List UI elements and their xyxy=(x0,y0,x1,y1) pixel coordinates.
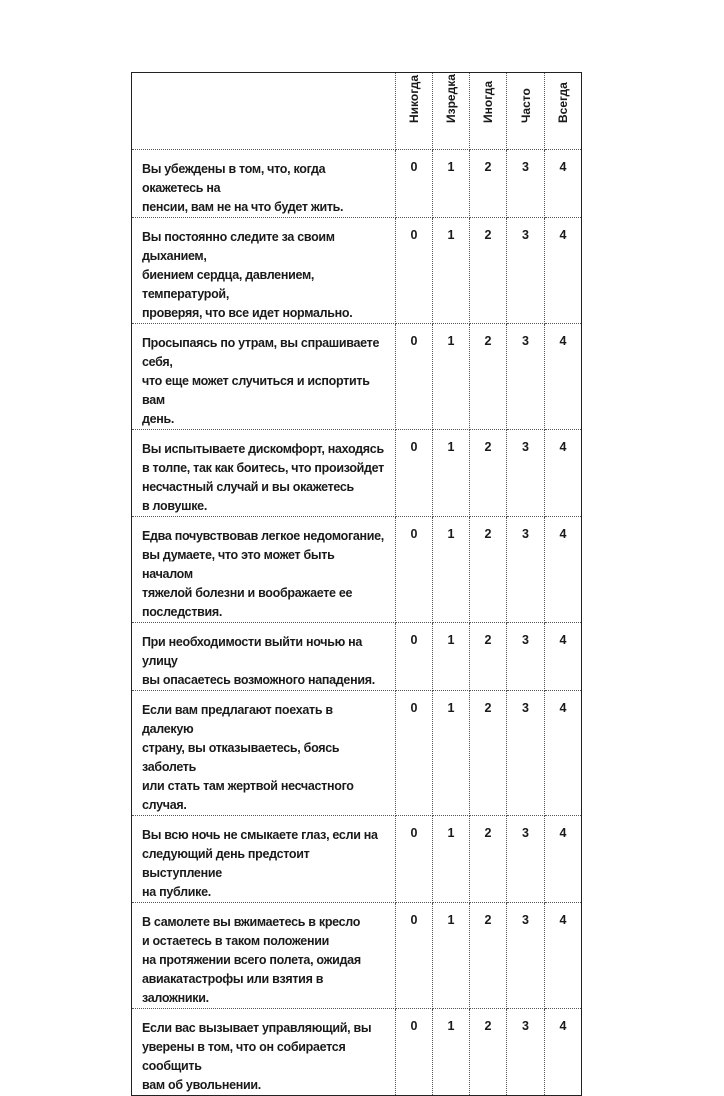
column-header-never xyxy=(396,73,433,150)
score-cell: 4 xyxy=(545,903,582,1009)
question-line: последствия. xyxy=(142,605,223,619)
score-cell: 2 xyxy=(470,816,507,903)
question-text xyxy=(132,517,396,623)
score-cell: 1 xyxy=(433,903,470,1009)
score-cell: 3 xyxy=(507,150,545,218)
question-line: Вы постоянно следите за своим дыханием, xyxy=(142,230,335,263)
score-cell: 3 xyxy=(507,218,545,324)
question-text xyxy=(132,1009,396,1096)
question-line: Едва почувствовав легкое недомогание, xyxy=(142,529,384,543)
score-cell: 1 xyxy=(433,517,470,623)
score-cell: 0 xyxy=(396,324,433,430)
questionnaire-table xyxy=(131,72,582,1096)
score-cell: 1 xyxy=(433,816,470,903)
score-cell: 0 xyxy=(396,430,433,517)
score-cell: 2 xyxy=(470,324,507,430)
question-line: несчастный случай и вы окажетесь xyxy=(142,480,354,494)
question-line: в толпе, так как боитесь, что произойдет xyxy=(142,461,384,475)
question-text xyxy=(132,903,396,1009)
question-row xyxy=(132,517,582,623)
score-cell: 4 xyxy=(545,1009,582,1096)
question-row xyxy=(132,1009,582,1096)
column-header-sometimes xyxy=(470,73,507,150)
score-cell: 0 xyxy=(396,1009,433,1096)
column-label: Часто xyxy=(518,88,533,123)
question-row xyxy=(132,430,582,517)
question-line: Если вас вызывает управляющий, вы xyxy=(142,1021,372,1035)
header-row xyxy=(132,73,582,150)
column-header-always xyxy=(545,73,582,150)
question-row xyxy=(132,816,582,903)
score-cell: 3 xyxy=(507,691,545,816)
question-line: следующий день предстоит выступление xyxy=(142,847,310,880)
column-label: Никогда xyxy=(407,74,421,123)
score-cell: 3 xyxy=(507,623,545,691)
question-text xyxy=(132,623,396,691)
question-line: страну, вы отказываетесь, боясь заболеть xyxy=(142,741,340,774)
question-line: вы опасаетесь возможного нападения. xyxy=(142,673,375,687)
question-line: что еще может случиться и испортить вам xyxy=(142,374,370,407)
score-cell: 1 xyxy=(433,324,470,430)
score-cell: 2 xyxy=(470,1009,507,1096)
score-cell: 1 xyxy=(433,1009,470,1096)
question-line: или стать там жертвой несчастного случая. xyxy=(142,779,354,812)
question-row xyxy=(132,623,582,691)
question-line: Вы убеждены в том, что, когда окажетесь на xyxy=(142,162,326,195)
question-line: В самолете вы вжимаетесь в кресло xyxy=(142,915,361,929)
score-cell: 3 xyxy=(507,903,545,1009)
question-row xyxy=(132,218,582,324)
question-text xyxy=(132,324,396,430)
score-cell: 1 xyxy=(433,430,470,517)
question-line: биением сердца, давлением, температурой, xyxy=(142,268,315,301)
score-cell: 4 xyxy=(545,218,582,324)
question-line: уверены в том, что он собирается сообщить xyxy=(142,1040,346,1073)
question-line: день. xyxy=(142,412,175,426)
question-text xyxy=(132,150,396,218)
score-cell: 3 xyxy=(507,517,545,623)
column-label: Всегда xyxy=(556,82,570,123)
score-cell: 1 xyxy=(433,623,470,691)
score-cell: 2 xyxy=(470,430,507,517)
score-cell: 0 xyxy=(396,816,433,903)
question-text xyxy=(132,218,396,324)
question-line: в ловушке. xyxy=(142,499,207,513)
question-line: на протяжении всего полета, ожидая xyxy=(142,953,361,967)
question-line: тяжелой болезни и воображаете ее xyxy=(142,586,353,600)
score-cell: 4 xyxy=(545,430,582,517)
column-label: Иногда xyxy=(481,80,495,123)
score-cell: 4 xyxy=(545,691,582,816)
header-blank-cell xyxy=(132,73,396,150)
score-cell: 0 xyxy=(396,691,433,816)
score-cell: 4 xyxy=(545,623,582,691)
score-cell: 0 xyxy=(396,517,433,623)
questionnaire xyxy=(131,72,581,1096)
score-cell: 1 xyxy=(433,150,470,218)
score-cell: 3 xyxy=(507,816,545,903)
question-line: вам об увольнении. xyxy=(142,1078,261,1092)
score-cell: 2 xyxy=(470,903,507,1009)
score-cell: 3 xyxy=(507,324,545,430)
question-text xyxy=(132,691,396,816)
score-cell: 2 xyxy=(470,691,507,816)
score-cell: 2 xyxy=(470,150,507,218)
question-line: проверяя, что все идет нормально. xyxy=(142,306,353,320)
question-row xyxy=(132,150,582,218)
score-cell: 4 xyxy=(545,816,582,903)
question-line: Вы всю ночь не смыкаете глаз, если на xyxy=(142,828,378,842)
score-cell: 0 xyxy=(396,150,433,218)
question-line: Просыпаясь по утрам, вы спрашиваете себя, xyxy=(142,336,380,369)
score-cell: 3 xyxy=(507,1009,545,1096)
question-text xyxy=(132,816,396,903)
question-text xyxy=(132,430,396,517)
column-label: Изредка xyxy=(444,74,458,123)
question-line: вы думаете, что это может быть началом xyxy=(142,548,335,581)
question-line: на публике. xyxy=(142,885,211,899)
question-line: Если вам предлагают поехать в далекую xyxy=(142,703,333,736)
score-cell: 4 xyxy=(545,517,582,623)
question-line: пенсии, вам не на что будет жить. xyxy=(142,200,344,214)
question-row xyxy=(132,324,582,430)
score-cell: 2 xyxy=(470,517,507,623)
question-row xyxy=(132,903,582,1009)
score-cell: 2 xyxy=(470,218,507,324)
question-line: авиакатастрофы или взятия в заложники. xyxy=(142,972,324,1005)
score-cell: 1 xyxy=(433,218,470,324)
question-line: При необходимости выйти ночью на улицу xyxy=(142,635,363,668)
score-cell: 0 xyxy=(396,623,433,691)
score-cell: 4 xyxy=(545,150,582,218)
question-line: Вы испытываете дискомфорт, находясь xyxy=(142,442,384,456)
score-cell: 0 xyxy=(396,903,433,1009)
score-cell: 2 xyxy=(470,623,507,691)
score-cell: 0 xyxy=(396,218,433,324)
score-cell: 4 xyxy=(545,324,582,430)
score-cell: 1 xyxy=(433,691,470,816)
column-header-often xyxy=(507,73,545,150)
column-header-rarely xyxy=(433,73,470,150)
question-row xyxy=(132,691,582,816)
question-line: и остаетесь в таком положении xyxy=(142,934,329,948)
score-cell: 3 xyxy=(507,430,545,517)
